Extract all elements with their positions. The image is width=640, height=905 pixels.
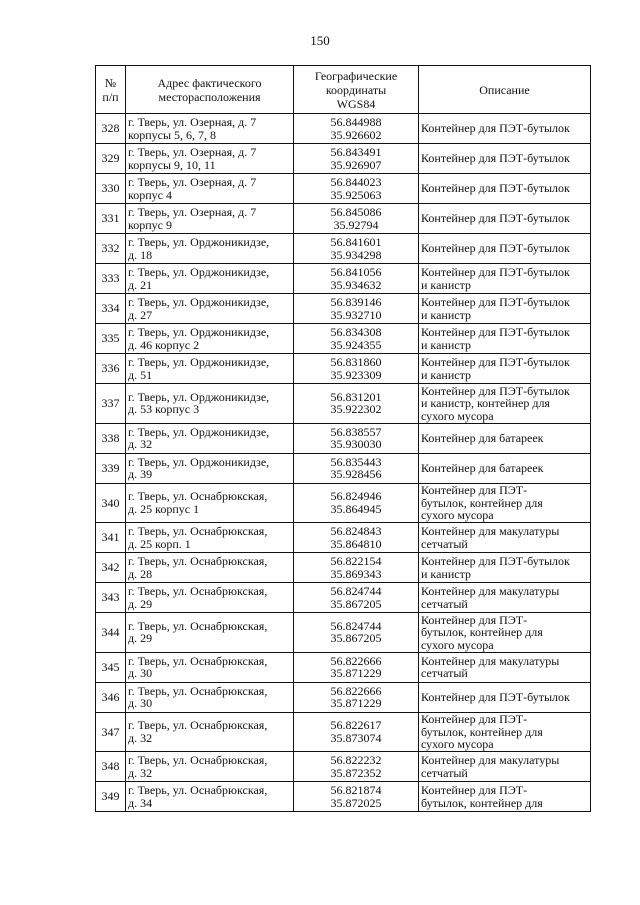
description-line: и канистр: [421, 277, 471, 292]
coordinates-cell: [294, 712, 419, 752]
address-line: д. 32: [128, 765, 153, 780]
header-coordinates: Географические координаты WGS84: [294, 66, 419, 114]
coordinates-cell: [294, 752, 419, 782]
coordinates-cell: [294, 453, 419, 483]
description-line: бутылок, контейнер для: [421, 795, 543, 810]
address-line: г. Тверь, ул. Оснабрюкская,: [128, 618, 268, 633]
longitude-value: 35.871229: [330, 696, 382, 710]
address-line: д. 28: [128, 566, 153, 581]
address-line: г. Тверь, ул. Оснабрюкская,: [128, 683, 268, 698]
description-line: Контейнер для ПЭТ-бутылок: [421, 554, 570, 568]
address-line: д. 30: [128, 696, 153, 710]
latitude-value: 56.835443: [330, 454, 382, 469]
latitude-value: 56.824843: [330, 524, 382, 538]
description-cell: [419, 324, 591, 354]
table-header-row: [96, 66, 591, 114]
coordinates-cell: [294, 483, 419, 523]
table-row: [96, 712, 591, 752]
table-row: [96, 682, 591, 712]
address-line: г. Тверь, ул. Орджоникидзе,: [128, 325, 270, 339]
description-line: Контейнер для макулатуры: [421, 653, 560, 668]
address-line: г. Тверь, ул. Озерная, д. 7: [128, 175, 257, 189]
longitude-value: 35.932710: [330, 307, 382, 322]
longitude-value: 35.869343: [330, 566, 382, 581]
description-line: сетчатый: [421, 765, 468, 780]
latitude-value: 56.838557: [330, 424, 382, 439]
longitude-value: 35.872025: [330, 795, 382, 810]
coordinates-cell: [294, 652, 419, 682]
description-cell: [419, 682, 591, 712]
longitude-value: 35.867205: [330, 596, 382, 611]
address-line: г. Тверь, ул. Озерная, д. 7: [128, 115, 257, 129]
address-line: г. Тверь, ул. Оснабрюкская,: [128, 783, 268, 797]
description-cell: [419, 114, 591, 144]
latitude-value: 56.841601: [330, 235, 382, 249]
address-line: д. 27: [128, 307, 153, 322]
row-number: 332: [96, 234, 126, 264]
address-line: д. 21: [128, 277, 153, 292]
coordinates-cell: [294, 264, 419, 294]
row-number: 336: [96, 354, 126, 384]
description-cell: [419, 613, 591, 653]
description-line: Контейнер для ПЭТ-: [421, 483, 528, 497]
description-line: Контейнер для ПЭТ-бутылок: [421, 151, 570, 166]
table-row: [96, 752, 591, 782]
description-cell: [419, 453, 591, 483]
table-row: [96, 553, 591, 583]
description-line: бутылок, контейнер для: [421, 495, 543, 510]
description-cell: [419, 294, 591, 324]
description-cell: [419, 144, 591, 174]
address-cell: [126, 354, 294, 384]
description-line: сетчатый: [421, 536, 468, 551]
longitude-value: 35.923309: [330, 367, 382, 382]
address-line: г. Тверь, ул. Орджоникидзе,: [128, 235, 270, 249]
description-line: Контейнер для ПЭТ-: [421, 712, 528, 726]
description-cell: [419, 234, 591, 264]
coordinates-cell: [294, 354, 419, 384]
row-number: 343: [96, 583, 126, 613]
longitude-value: 35.867205: [330, 631, 382, 646]
longitude-value: 35.934298: [330, 247, 382, 262]
address-line: д. 34: [128, 795, 153, 810]
description-line: сухого мусора: [421, 508, 494, 522]
coordinates-cell: [294, 384, 419, 424]
coordinates-cell: [294, 234, 419, 264]
description-line: бутылок, контейнер для: [421, 724, 543, 739]
longitude-value: 35.871229: [330, 666, 382, 680]
coordinates-cell: [294, 583, 419, 613]
row-number: 328: [96, 114, 126, 144]
latitude-value: 56.822666: [330, 653, 382, 668]
address-cell: [126, 204, 294, 234]
description-cell: [419, 553, 591, 583]
description-line: Контейнер для ПЭТ-бутылок: [421, 211, 570, 226]
table-row: [96, 782, 591, 812]
description-cell: [419, 204, 591, 234]
coordinates-cell: [294, 682, 419, 712]
table-row: [96, 523, 591, 553]
coordinates-cell: [294, 204, 419, 234]
row-number: 341: [96, 523, 126, 553]
coordinates-cell: [294, 423, 419, 453]
address-line: г. Тверь, ул. Орджоникидзе,: [128, 389, 270, 404]
address-line: г. Тверь, ул. Оснабрюкская,: [128, 524, 268, 538]
address-cell: [126, 483, 294, 523]
description-line: сухого мусора: [421, 737, 494, 751]
address-cell: [126, 583, 294, 613]
address-line: г. Тверь, ул. Оснабрюкская,: [128, 584, 268, 598]
description-line: и канистр, контейнер для: [421, 396, 550, 410]
address-line: г. Тверь, ул. Орджоникидзе,: [128, 454, 270, 469]
latitude-value: 56.824744: [330, 618, 382, 633]
description-line: Контейнер для ПЭТ-бутылок: [421, 325, 570, 339]
latitude-value: 56.844023: [330, 175, 382, 189]
description-line: Контейнер для ПЭТ-бутылок: [421, 355, 570, 369]
latitude-value: 56.822617: [330, 718, 382, 733]
longitude-value: 35.922302: [330, 402, 382, 417]
description-line: Контейнер для ПЭТ-бутылок: [421, 295, 570, 309]
address-line: д. 30: [128, 666, 153, 680]
row-number: 344: [96, 613, 126, 653]
table-row: [96, 423, 591, 453]
coordinates-cell: [294, 553, 419, 583]
header-address: Адрес фактического месторасположения: [126, 66, 294, 114]
address-cell: [126, 114, 294, 144]
latitude-value: 56.824744: [330, 584, 382, 598]
description-line: Контейнер для макулатуры: [421, 584, 560, 598]
table-row: [96, 354, 591, 384]
container-registry-table: [95, 65, 591, 812]
address-line: г. Тверь, ул. Оснабрюкская,: [128, 753, 268, 767]
address-cell: [126, 782, 294, 812]
description-line: Контейнер для батареек: [421, 460, 544, 475]
latitude-value: 56.834308: [330, 325, 382, 339]
description-line: Контейнер для ПЭТ-бутылок: [421, 265, 570, 279]
address-line: д. 29: [128, 596, 153, 611]
description-line: Контейнер для ПЭТ-бутылок: [421, 383, 570, 398]
row-number: 340: [96, 483, 126, 523]
description-line: Контейнер для ПЭТ-бутылок: [421, 121, 570, 136]
address-line: д. 18: [128, 247, 153, 262]
description-cell: [419, 264, 591, 294]
table-row: [96, 324, 591, 354]
address-cell: [126, 652, 294, 682]
row-number: 333: [96, 264, 126, 294]
address-cell: [126, 144, 294, 174]
address-line: г. Тверь, ул. Оснабрюкская,: [128, 718, 268, 733]
address-cell: [126, 712, 294, 752]
description-line: сухого мусора: [421, 637, 494, 652]
address-cell: [126, 613, 294, 653]
address-cell: [126, 682, 294, 712]
latitude-value: 56.844988: [330, 115, 382, 129]
coordinates-cell: [294, 144, 419, 174]
longitude-value: 35.924355: [330, 337, 382, 352]
latitude-value: 56.822232: [330, 753, 382, 767]
row-number: 337: [96, 384, 126, 424]
description-line: бутылок, контейнер для: [421, 625, 543, 639]
coordinates-cell: [294, 174, 419, 204]
address-cell: [126, 234, 294, 264]
address-line: корпусы 9, 10, 11: [128, 157, 216, 172]
latitude-value: 56.822154: [330, 554, 382, 568]
description-line: сетчатый: [421, 666, 468, 680]
latitude-value: 56.845086: [330, 205, 382, 219]
address-line: г. Тверь, ул. Оснабрюкская,: [128, 653, 268, 668]
address-line: г. Тверь, ул. Орджоникидзе,: [128, 355, 270, 369]
address-line: д. 32: [128, 730, 153, 745]
row-number: 348: [96, 752, 126, 782]
description-cell: [419, 354, 591, 384]
description-cell: [419, 523, 591, 553]
table-row: [96, 234, 591, 264]
address-line: д. 39: [128, 467, 153, 481]
description-cell: [419, 423, 591, 453]
address-line: д. 32: [128, 437, 153, 451]
description-line: и канистр: [421, 337, 471, 352]
row-number: 347: [96, 712, 126, 752]
table-row: [96, 613, 591, 653]
address-line: д. 25 корп. 1: [128, 536, 191, 551]
address-line: г. Тверь, ул. Оснабрюкская,: [128, 489, 268, 504]
address-line: д. 51: [128, 367, 153, 382]
address-line: г. Тверь, ул. Озерная, д. 7: [128, 145, 257, 159]
address-line: корпус 4: [128, 187, 172, 202]
latitude-value: 56.831860: [330, 355, 382, 369]
address-cell: [126, 423, 294, 453]
row-number: 346: [96, 682, 126, 712]
row-number: 339: [96, 453, 126, 483]
address-cell: [126, 324, 294, 354]
coordinates-cell: [294, 523, 419, 553]
address-cell: [126, 752, 294, 782]
address-cell: [126, 553, 294, 583]
latitude-value: 56.824946: [330, 489, 382, 504]
description-line: Контейнер для ПЭТ-бутылок: [421, 181, 570, 196]
longitude-value: 35.926907: [330, 157, 382, 172]
description-line: Контейнер для ПЭТ-бутылок: [421, 689, 570, 704]
coordinates-cell: [294, 324, 419, 354]
description-cell: [419, 752, 591, 782]
latitude-value: 56.841056: [330, 265, 382, 279]
description-line: Контейнер для макулатуры: [421, 753, 560, 767]
address-line: д. 25 корпус 1: [128, 501, 200, 516]
table-row: [96, 294, 591, 324]
longitude-value: 35.928456: [330, 467, 382, 481]
header-num: № п/п: [96, 66, 126, 114]
latitude-value: 56.843491: [330, 145, 382, 159]
address-line: д. 53 корпус 3: [128, 402, 200, 417]
description-line: сухого мусора: [421, 408, 494, 423]
description-line: Контейнер для батареек: [421, 430, 544, 445]
row-number: 349: [96, 782, 126, 812]
address-cell: [126, 264, 294, 294]
description-line: Контейнер для ПЭТ-: [421, 612, 528, 627]
row-number: 338: [96, 423, 126, 453]
longitude-value: 35.92794: [333, 217, 379, 232]
address-cell: [126, 294, 294, 324]
address-cell: [126, 453, 294, 483]
row-number: 334: [96, 294, 126, 324]
longitude-value: 35.873074: [330, 730, 382, 745]
description-line: Контейнер для ПЭТ-: [421, 783, 528, 797]
coordinates-cell: [294, 114, 419, 144]
row-number: 330: [96, 174, 126, 204]
address-line: корпусы 5, 6, 7, 8: [128, 127, 217, 142]
header-description: Описание: [419, 66, 591, 114]
coordinates-cell: [294, 613, 419, 653]
description-cell: [419, 174, 591, 204]
address-line: г. Тверь, ул. Орджоникидзе,: [128, 424, 270, 439]
coordinates-cell: [294, 782, 419, 812]
table-body: [96, 114, 591, 812]
address-line: корпус 9: [128, 217, 172, 232]
row-number: 335: [96, 324, 126, 354]
latitude-value: 56.821874: [330, 783, 382, 797]
description-cell: [419, 652, 591, 682]
address-line: г. Тверь, ул. Оснабрюкская,: [128, 554, 268, 568]
description-cell: [419, 782, 591, 812]
address-line: г. Тверь, ул. Озерная, д. 7: [128, 205, 257, 219]
latitude-value: 56.822666: [330, 683, 382, 698]
row-number: 345: [96, 652, 126, 682]
description-line: и канистр: [421, 307, 471, 322]
description-line: и канистр: [421, 566, 471, 581]
coordinates-cell: [294, 294, 419, 324]
table-row: [96, 204, 591, 234]
table-row: [96, 483, 591, 523]
table-row: [96, 114, 591, 144]
longitude-value: 35.864810: [330, 536, 382, 551]
address-line: г. Тверь, ул. Орджоникидзе,: [128, 295, 270, 309]
description-line: и канистр: [421, 367, 471, 382]
address-cell: [126, 384, 294, 424]
page-number: 150: [310, 33, 330, 48]
longitude-value: 35.930030: [330, 437, 382, 451]
description-cell: [419, 712, 591, 752]
longitude-value: 35.864945: [330, 501, 382, 516]
table-row: [96, 144, 591, 174]
table-row: [96, 384, 591, 424]
description-cell: [419, 384, 591, 424]
address-cell: [126, 174, 294, 204]
row-number: 331: [96, 204, 126, 234]
address-line: д. 46 корпус 2: [128, 337, 200, 352]
table-row: [96, 174, 591, 204]
table-row: [96, 264, 591, 294]
longitude-value: 35.872352: [330, 765, 382, 780]
table-row: [96, 652, 591, 682]
table-row: [96, 583, 591, 613]
longitude-value: 35.934632: [330, 277, 382, 292]
row-number: 329: [96, 144, 126, 174]
description-line: Контейнер для ПЭТ-бутылок: [421, 241, 570, 256]
address-line: д. 29: [128, 631, 153, 646]
description-line: сетчатый: [421, 596, 468, 611]
table-row: [96, 453, 591, 483]
description-cell: [419, 583, 591, 613]
address-cell: [126, 523, 294, 553]
longitude-value: 35.925063: [330, 187, 382, 202]
description-line: Контейнер для макулатуры: [421, 524, 560, 538]
latitude-value: 56.839146: [330, 295, 382, 309]
row-number: 342: [96, 553, 126, 583]
latitude-value: 56.831201: [330, 389, 382, 404]
description-cell: [419, 483, 591, 523]
address-line: г. Тверь, ул. Орджоникидзе,: [128, 265, 270, 279]
longitude-value: 35.926602: [330, 127, 382, 142]
